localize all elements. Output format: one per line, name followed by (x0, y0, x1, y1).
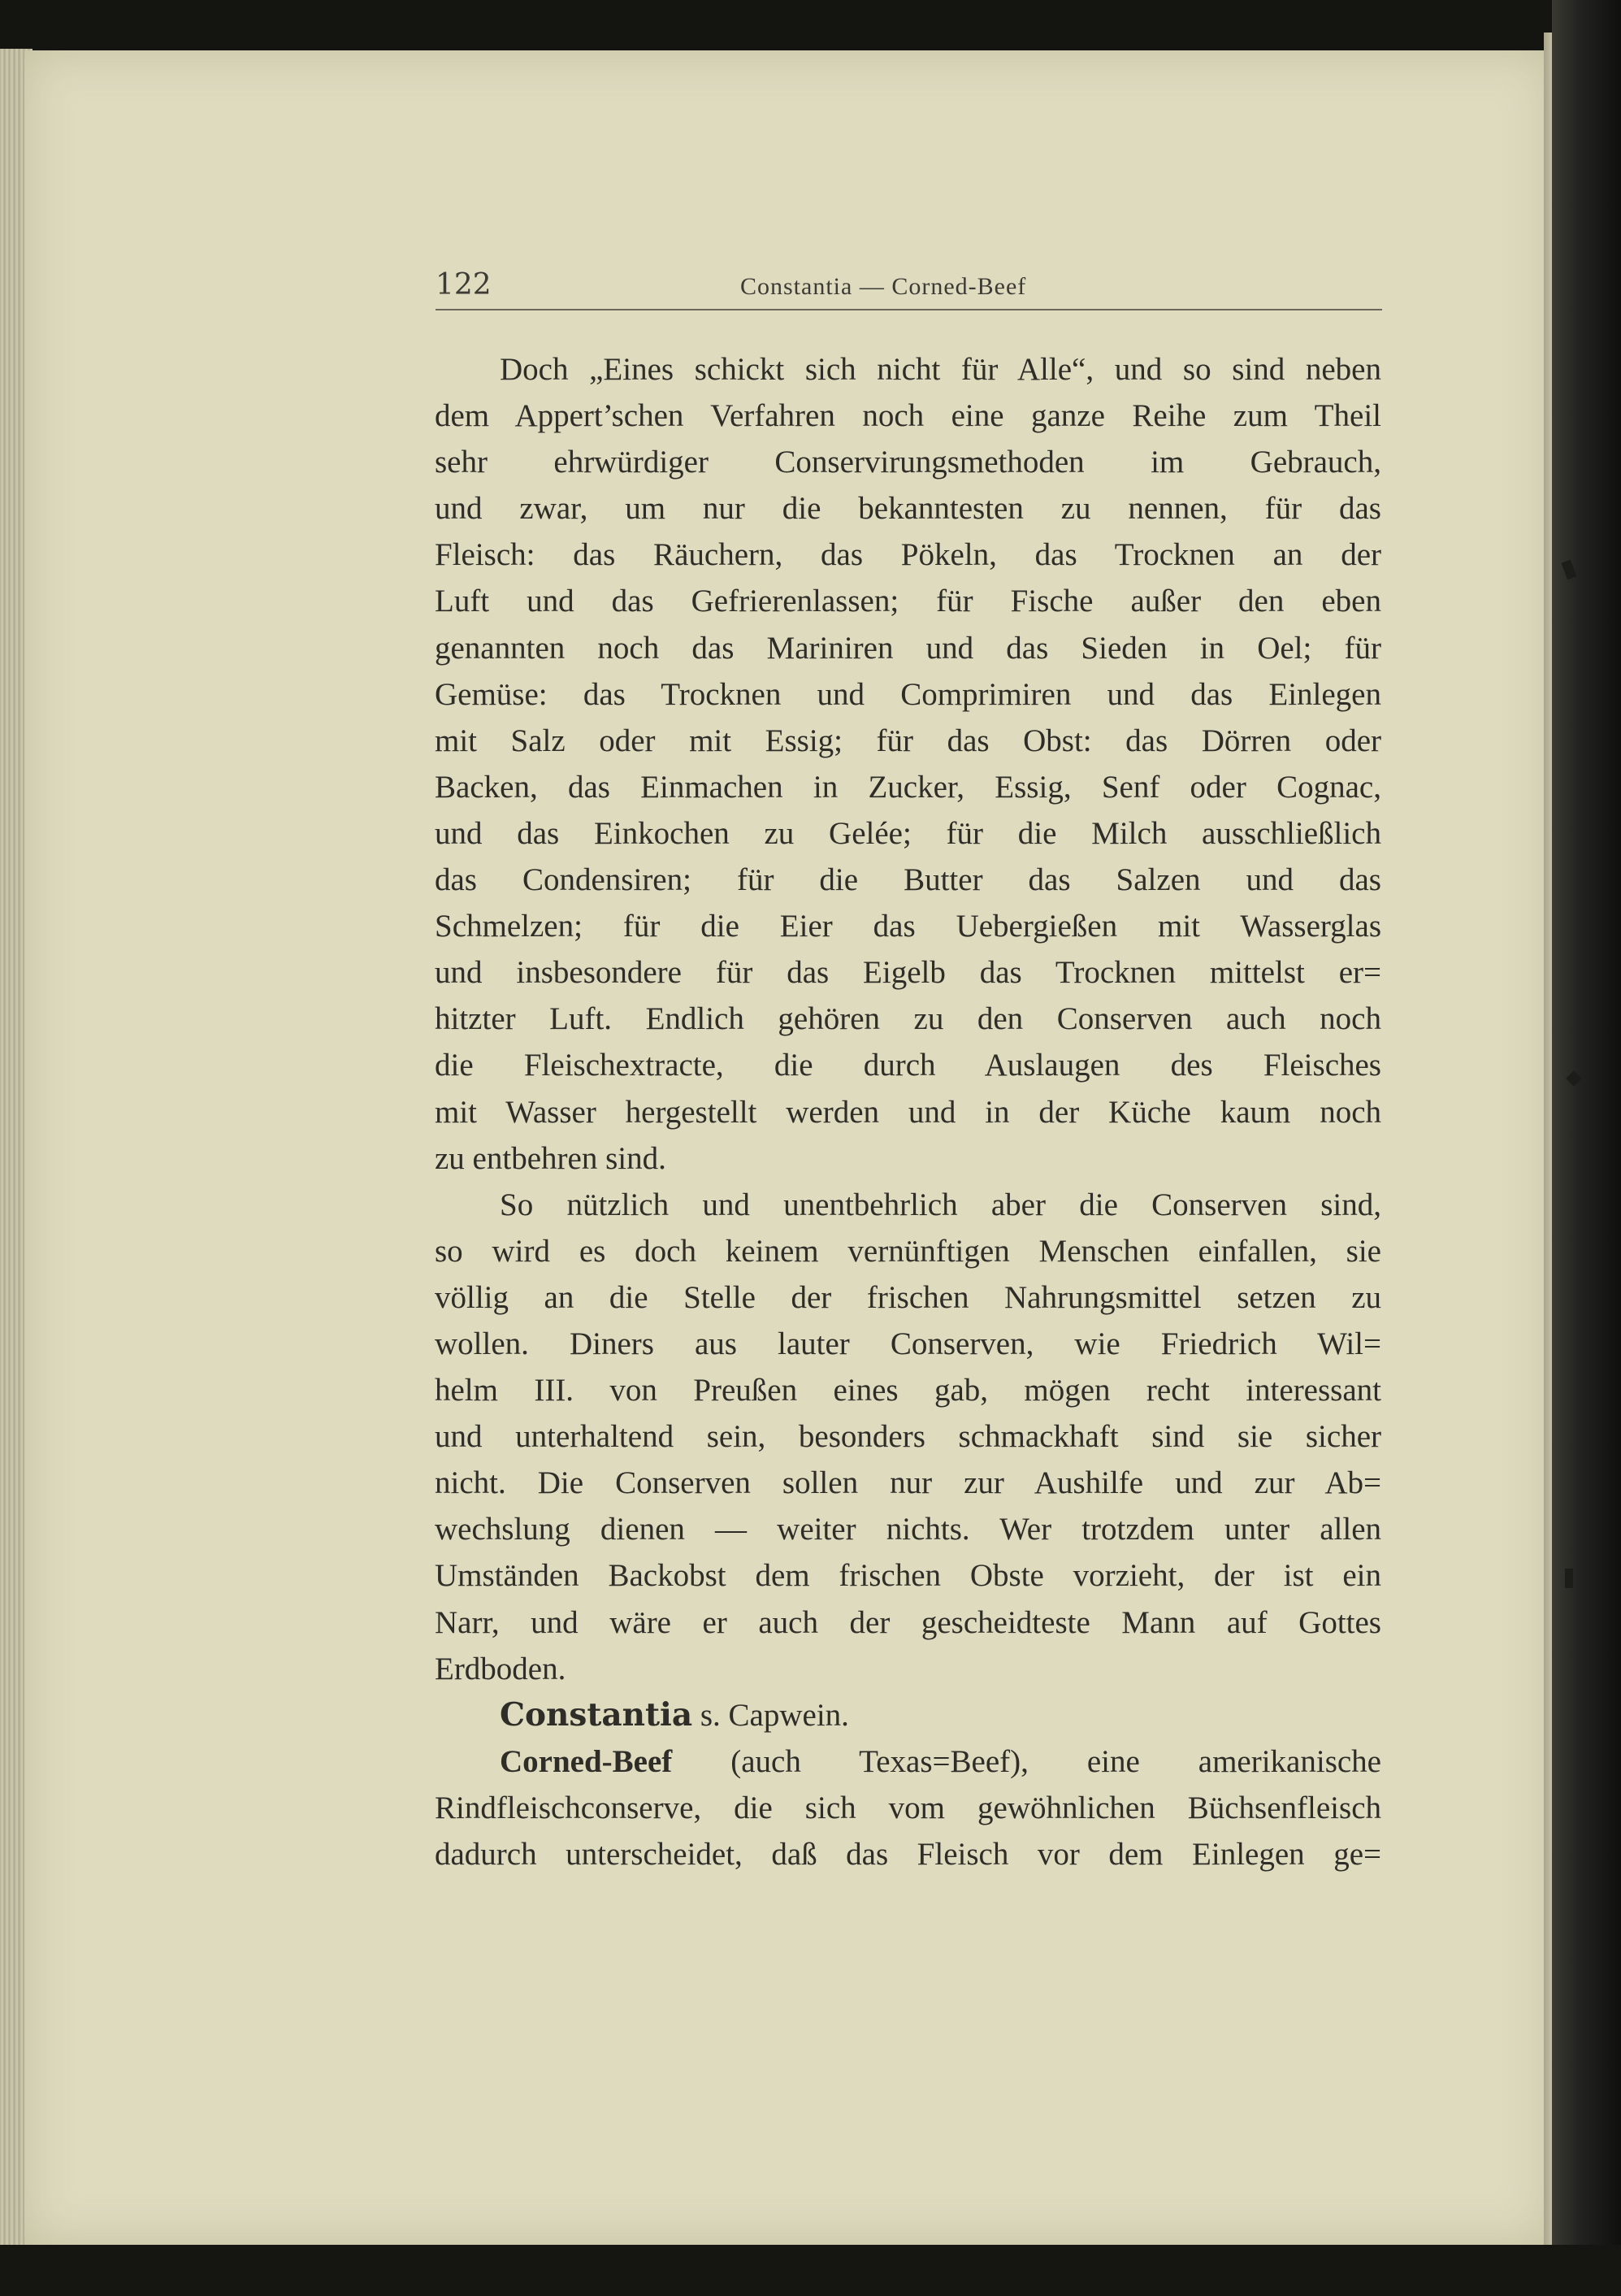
text-line: und insbesondere für das Eigelb das Trocknen mittelst er= (435, 955, 1381, 991)
entry-term: Constantia (500, 1695, 693, 1734)
text-line: helm III. von Preußen eines gab, mögen recht interessant (435, 1373, 1381, 1408)
page-body (435, 346, 1381, 1877)
page-number: 122 (436, 268, 492, 302)
entry-text: (auch Texas=Beef), eine amerikanische (672, 1743, 1381, 1779)
scan-bottom-border (0, 2245, 1621, 2296)
text-line (435, 1692, 1381, 1738)
text-line: Umständen Backobst dem frischen Obste vorzieht, der ist ein (435, 1558, 1381, 1594)
paragraph (435, 346, 1381, 1182)
text-line: Schmelzen; für die Eier das Uebergießen mit Wasserglas (435, 909, 1381, 944)
text-line: So nützlich und unentbehrlich aber die Conserven sind, (500, 1187, 1381, 1222)
text-line: Fleisch: das Räuchern, das Pökeln, das Trocknen an der (435, 537, 1381, 573)
margin-mark (1565, 1569, 1573, 1588)
text-line: mit Wasser hergestellt werden und in der Küche kaum noch (435, 1094, 1381, 1130)
text-line: genannten noch das Mariniren und das Sieden in Oel; für (435, 630, 1381, 666)
text-line: Doch „Eines schickt sich nicht für Alle“, und so sind neben (500, 352, 1381, 387)
running-head: Constantia — Corned-Beef (740, 273, 1027, 300)
text-line: Gemüse: das Trocknen und Comprimiren und das Einlegen (435, 676, 1381, 712)
text-line: Luft und das Gefrierenlassen; für Fische außer den eben (435, 584, 1381, 619)
text-line: zu entbehren sind. (435, 1140, 666, 1176)
entry-text: s. Capwein. (692, 1697, 849, 1733)
text-line: völlig an die Stelle der frischen Nahrungsmittel setzen zu (435, 1279, 1381, 1315)
text-line: wechslung dienen — weiter nichts. Wer trotzdem unter allen (435, 1512, 1381, 1547)
text-line (435, 1738, 1381, 1785)
text-line: und zwar, um nur die bekanntesten zu nennen, für das (435, 491, 1381, 527)
text-line: nicht. Die Conserven sollen nur zur Aushilfe und zur Ab= (435, 1465, 1381, 1501)
dictionary-entry-corned-beef (435, 1738, 1381, 1877)
page-header (436, 268, 1382, 310)
text-line: Narr, und wäre er auch der gescheidteste Mann auf Gottes (435, 1604, 1381, 1640)
text-line: Erdboden. (435, 1651, 566, 1686)
text-line: Rindfleischconserve, die sich vom gewöhnlichen Büchsenfleisch (435, 1790, 1381, 1825)
text-line: sehr ehrwürdiger Conservirungsmethoden im Gebrauch, (435, 445, 1381, 480)
scan-right-border (1552, 0, 1621, 2296)
text-line: die Fleischextracte, die durch Auslaugen des Fleisches (435, 1048, 1381, 1083)
text-line: das Condensiren; für die Butter das Salzen und das (435, 862, 1381, 898)
text-line: und unterhaltend sein, besonders schmackhaft sind sie sicher (435, 1419, 1381, 1455)
paragraph (435, 1182, 1381, 1692)
text-line: Backen, das Einmachen in Zucker, Essig, Senf oder Cognac, (435, 769, 1381, 805)
scan-top-border (0, 0, 1621, 57)
text-line: mit Salz oder mit Essig; für das Obst: das Dörren oder (435, 723, 1381, 758)
text-line: und das Einkochen zu Gelée; für die Milch ausschließlich (435, 815, 1381, 851)
text-line: dem Appert’schen Verfahren noch eine ganze Reihe zum Theil (435, 398, 1381, 434)
text-line: wollen. Diners aus lauter Conserven, wie Friedrich Wil= (435, 1326, 1381, 1361)
text-line: so wird es doch keinem vernünftigen Menschen einfallen, sie (435, 1233, 1381, 1269)
dictionary-entry-constantia (435, 1692, 1381, 1738)
text-line: dadurch unterscheidet, daß das Fleisch vor dem Einlegen ge= (435, 1837, 1381, 1872)
entry-term: Corned-Beef (500, 1743, 673, 1779)
text-line: hitzter Luft. Endlich gehören zu den Conserven auch noch (435, 1001, 1381, 1037)
